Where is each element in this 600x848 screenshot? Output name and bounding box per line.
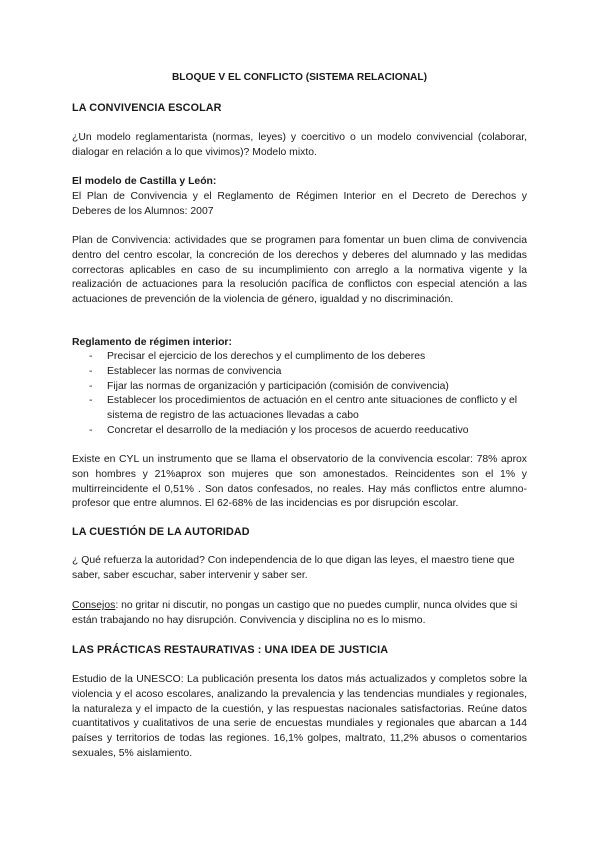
heading-practicas-restaurativas: LAS PRÁCTICAS RESTAURATIVAS : UNA IDEA DE JUSTICIA xyxy=(72,644,389,656)
consejos-label: Consejos xyxy=(72,600,116,611)
subheading-reglamento: Reglamento de régimen interior: xyxy=(72,337,232,348)
paragraph-plan-convivencia: Plan de Convivencia: actividades que se programen para fomentar un buen clima de convivencia dentro del centro escolar, la concreción de los derechos y deberes del alumnado y las medidas correctoras aplicables en caso de su incumplimiento con arreglo a la normativa vigente y la realización de actuaciones para la resolución pacífica de conflictos con especial atención a las actuaciones de prevención de la violencia de género, igualdad y no discriminación. xyxy=(72,235,527,306)
document-title: BLOQUE V EL CONFLICTO (SISTEMA RELACIONAL) xyxy=(171,72,428,83)
list-item: - Establecer las normas de convivencia xyxy=(72,365,527,380)
paragraph-unesco: Estudio de la UNESCO: La publicación presenta los datos más actualizados y completos sobre la violencia y el acoso escolares, analizando la prevalencia y las tendencias mundiales y regionales, la naturaleza y el impacto de la cuestión, y las respuestas nacionales satisfactorias. Reúne datos cuantitativos y cualitativos de una serie de encuestas mundiales y regionales que abarcan a 144 países y territorios de todas las regiones. 16,1% golpes, maltrato, 11,2% abusos o comentarios sexuales, 5% aislamiento. xyxy=(72,674,527,759)
consejos-text: : no gritar ni discutir, no pongas un castigo que no puedes cumplir, nunca olvides que si están trabajando no hay disrupción. Convivencia y disciplina no es lo mismo. xyxy=(72,600,518,626)
list-item: - Fijar las normas de organización y participación (comisión de convivencia) xyxy=(72,380,527,395)
subheading-modelo-castilla-leon: El modelo de Castilla y León: xyxy=(72,176,217,187)
paragraph-modelo-text: El Plan de Convivencia y el Reglamento de Régimen Interior en el Decreto de Derechos y Deberes de los Alumnos: 2007 xyxy=(72,191,527,217)
paragraph-consejos xyxy=(72,599,527,629)
list-item: - Concretar el desarrollo de la mediación y los procesos de acuerdo reeducativo xyxy=(72,424,527,439)
heading-cuestion-autoridad: LA CUESTIÓN DE LA AUTORIDAD xyxy=(72,526,250,538)
list-item: - Establecer los procedimientos de actuación en el centro ante situaciones de conflicto y el sistema de registro de las actuaciones llevadas a cabo xyxy=(72,394,527,424)
list-item: - Precisar el ejercicio de los derechos y el cumplimento de los deberes xyxy=(72,350,527,365)
paragraph-autoridad-question: ¿ Qué refuerza la autoridad? Con independencia de lo que digan las leyes, el maestro tiene que saber, saber escuchar, saber intervenir y saber ser. xyxy=(72,555,515,581)
paragraph-observatorio: Existe en CYL un instrumento que se llama el observatorio de la convivencia escolar: 78% aprox son hombres y 21%aprox son mujeres que son amonestados. Reincidentes son el 1% y multirreincidente el 0,51% . Son datos confesados, no reales. Hay más conflictos entre alumno-profesor que entre alumnos. El 62-68% de las incidencias es por disrupción escolar. xyxy=(72,454,527,510)
heading-convivencia-escolar: LA CONVIVENCIA ESCOLAR xyxy=(72,102,222,114)
reglamento-list xyxy=(72,350,527,439)
paragraph-modelo-question: ¿Un modelo reglamentarista (normas, leyes) y coercitivo o un modelo convivencial (colaborar, dialogar en relación a lo que vivimos)? Modelo mixto. xyxy=(72,132,527,158)
